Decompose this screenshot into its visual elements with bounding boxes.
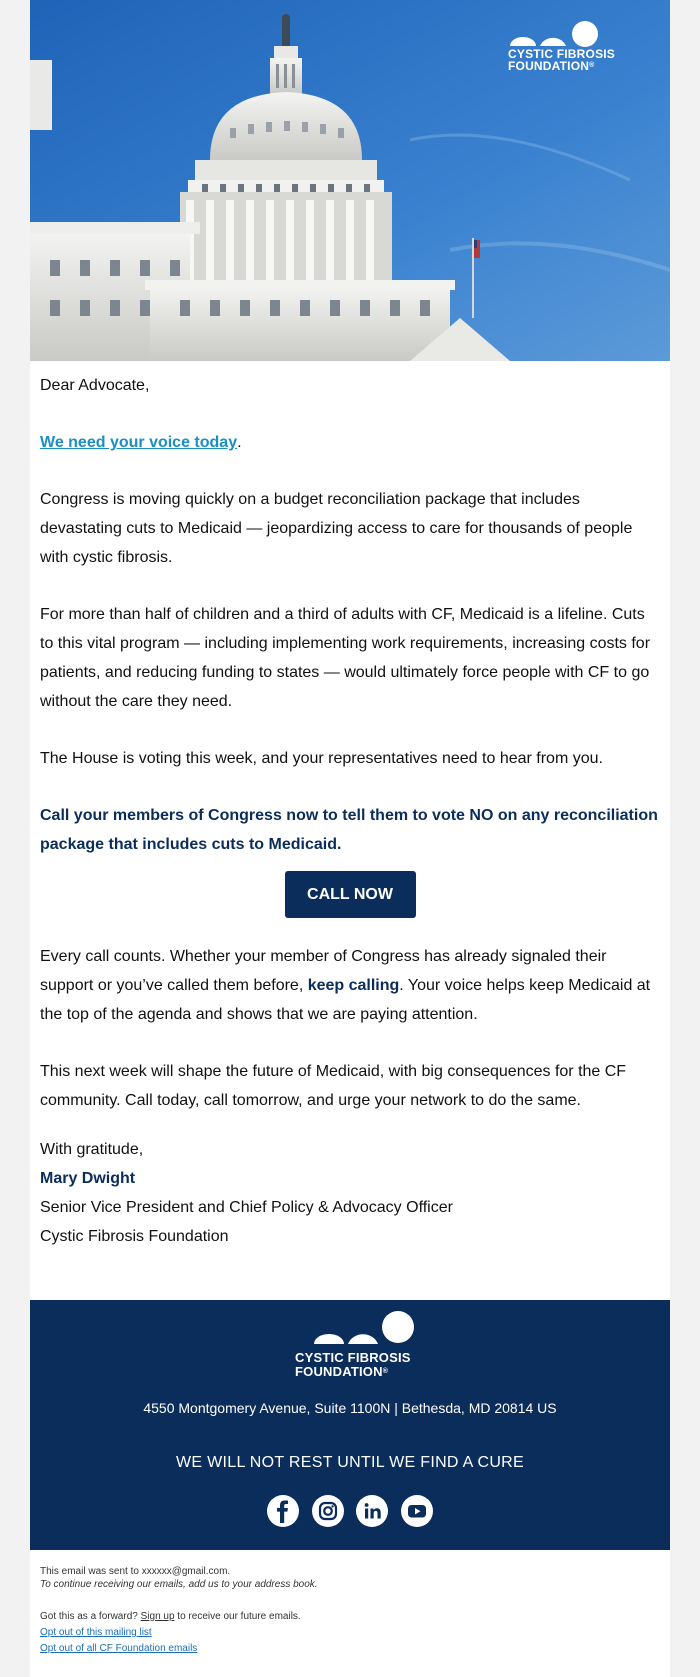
opt-out-list-link[interactable]: Opt out of this mailing list [40, 1627, 152, 1638]
paragraph-3: The House is voting this week, and your representatives need to hear from you. [40, 750, 603, 767]
registered-mark: ® [589, 62, 595, 69]
footer-logo-line2: FOUNDATION [295, 1364, 383, 1379]
signoff: With gratitude, [40, 1141, 144, 1158]
paragraph-2: For more than half of children and a third of adults with CF, Medicaid is a lifeline. Cuts to this vital program — including implementing work requirements, increasing costs for patients, and reducing funding to states — would ultimately force people with CF to go without the care they need. [40, 606, 651, 710]
cff-logo[interactable] [508, 20, 615, 72]
footer-address: 4550 Montgomery Avenue, Suite 1100N | Bethesda, MD 20814 US [143, 1400, 557, 1416]
voice-paragraph [40, 428, 660, 457]
youtube-icon[interactable] [401, 1495, 433, 1527]
signer-title: Senior Vice President and Chief Policy & Advocacy Officer [40, 1199, 453, 1216]
forward-note [40, 1610, 660, 1623]
facebook-icon[interactable] [267, 1495, 299, 1527]
instagram-icon[interactable] [312, 1495, 344, 1527]
keep-calling-emphasis: keep calling [307, 977, 400, 994]
footer-registered-mark: ® [382, 1368, 389, 1375]
email-container [30, 0, 670, 1677]
footer-logo[interactable] [295, 1310, 435, 1379]
paragraph-4-start: Every call counts. Whether your member of Congress has already signaled their support or you’ve called them before, [40, 948, 607, 994]
paragraph-4 [40, 942, 660, 1029]
social-links [30, 1495, 670, 1527]
linkedin-icon[interactable] [356, 1495, 388, 1527]
signer-org: Cystic Fibrosis Foundation [40, 1228, 229, 1245]
email-body [30, 361, 670, 1251]
voice-period: . [237, 434, 242, 451]
footer-logo-line1: CYSTIC FIBROSIS [295, 1350, 411, 1365]
logo-line1: CYSTIC FIBROSIS [508, 47, 616, 61]
sent-to-text: This email was sent to xxxxxx@gmail.com. [40, 1566, 231, 1577]
paragraph-1: Congress is moving quickly on a budget reconciliation package that includes devastating cuts to Medicaid — jeopardizing access to care for thousands of people with cystic fibrosis. [40, 491, 633, 566]
forward-text-end: to receive our future emails. [174, 1611, 301, 1622]
footer [30, 1300, 670, 1550]
paragraph-4-end: . Your voice helps keep Medicaid at the top of the agenda and shows that we are paying attention. [40, 977, 651, 1023]
hero-image [30, 0, 670, 361]
logo-line2: FOUNDATION [508, 59, 590, 73]
footer-logo-mark-icon [312, 1310, 418, 1346]
greeting: Dear Advocate, [40, 377, 150, 394]
button-wrapper [40, 859, 660, 942]
voice-link[interactable]: We need your voice today [40, 434, 238, 451]
legal-section [30, 1550, 670, 1655]
signer-name: Mary Dwight [40, 1170, 136, 1187]
call-now-button[interactable]: CALL NOW [285, 871, 416, 918]
cff-logo-mark-icon [508, 20, 614, 48]
footer-mission: WE WILL NOT REST UNTIL WE FIND A CURE [175, 1454, 525, 1471]
opt-out-all-link[interactable]: Opt out of all CF Foundation emails [40, 1643, 198, 1654]
signup-link[interactable]: Sign up [140, 1611, 175, 1622]
forward-text: Got this as a forward? [40, 1611, 141, 1622]
cta-text: Call your members of Congress now to tell them to vote NO on any reconciliation package that includes cuts to Medicaid. [40, 807, 658, 853]
address-book-note: To continue receiving our emails, add us to your address book. [40, 1579, 318, 1590]
paragraph-5: This next week will shape the future of Medicaid, with big consequences for the CF community. Call today, call tomorrow, and urge your network to do the same. [40, 1063, 627, 1109]
